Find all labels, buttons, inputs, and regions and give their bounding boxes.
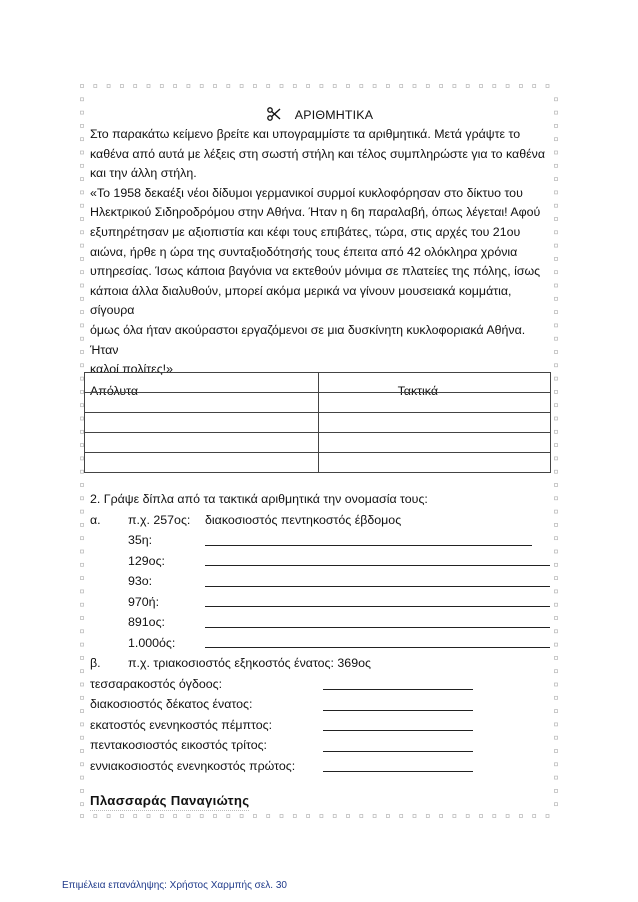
cell-absolute[interactable] xyxy=(85,393,319,413)
part-a-example xyxy=(90,510,550,531)
scissors-icon xyxy=(267,107,281,121)
quote-line: υπηρεσίας. Ίσως κάποια βαγόνια να εκτεθούν μόνιμα σε πλατείες της πόλης, ίσως xyxy=(90,264,541,279)
part-b-item-label: πεντακοσιοστός εικοστός τρίτος: xyxy=(90,738,268,752)
part-b-item xyxy=(90,756,550,777)
part-b-item-label: εκατοστός ενενηκοστός πέμπτος: xyxy=(90,717,273,732)
table-row xyxy=(85,413,551,433)
worksheet xyxy=(90,105,550,808)
answer-blank-line[interactable] xyxy=(205,586,550,587)
cell-ordinal[interactable] xyxy=(319,413,551,433)
part-a-item-label: 970ή: xyxy=(128,594,160,609)
part-b-item-label: εννιακοσιοστός ενενηκοστός πρώτος: xyxy=(90,758,296,773)
part-a-item xyxy=(90,612,550,633)
cell-absolute[interactable] xyxy=(85,413,319,433)
part-b-label: β. xyxy=(90,656,101,670)
quote-line: αιώνα, ήρθε η ώρα της συνταξιοδότησής τους έπειτα από 42 ολόκληρα χρόνια xyxy=(90,244,518,259)
intro-line: καθένα από αυτά με λέξεις στη σωστή στήλη και τέλος συμπληρώστε για το καθένα xyxy=(90,146,545,161)
cell-absolute[interactable] xyxy=(85,373,319,393)
part-b-example-text: π.χ. τριακοσιοστός εξηκοστός ένατος: 369ος xyxy=(128,656,371,670)
part-b-item-label: τεσσαρακοστός όγδοος: xyxy=(90,676,223,691)
part-b-item xyxy=(90,694,550,715)
table-row xyxy=(85,433,551,453)
exercise-2-heading xyxy=(90,489,550,510)
answer-blank-line[interactable] xyxy=(205,627,550,628)
page-title xyxy=(90,105,550,125)
part-a-item xyxy=(90,592,550,613)
answer-blank-line[interactable] xyxy=(205,565,550,566)
part-a-item-label: 129ος: xyxy=(128,553,165,568)
part-b-item xyxy=(90,715,550,736)
answer-blank-line[interactable] xyxy=(205,647,550,648)
part-a-label: α. xyxy=(90,512,101,527)
author-name: Πλασσαράς Παναγιώτης xyxy=(90,793,249,811)
exercise-2 xyxy=(90,489,550,776)
table-row xyxy=(85,453,551,473)
quote-line: εξυπηρέτησαν με αξιοπιστία και κέφι τους επιβάτες, τώρα, στις αρχές του 21ου xyxy=(90,224,521,239)
part-b-item xyxy=(90,674,550,695)
table-row xyxy=(85,373,551,393)
cell-absolute[interactable] xyxy=(85,453,319,473)
title-text: ΑΡΙΘΜΗΤΙΚΑ xyxy=(294,108,374,122)
quote-line: Ηλεκτρικού Σιδηροδρόμου στην Αθήνα. Ήταν η 6η παραλαβή, όπως λέγεται! Αφού xyxy=(90,205,541,220)
intro-line: και την άλλη στήλη. xyxy=(90,166,197,181)
quote-line: καλοί πολίτες!» xyxy=(90,362,174,377)
answer-table xyxy=(84,372,551,473)
cell-ordinal[interactable] xyxy=(319,373,551,393)
quote-line: όμως όλα ήταν ακούραστοι εργαζόμενοι σε μια δυσκίνητη κυκλοφοριακά Αθήνα. Ήταν xyxy=(90,322,526,357)
column-header-ordinal: Τακτικά xyxy=(397,383,438,398)
part-b-example xyxy=(90,653,550,674)
page-footer: Επιμέλεια επανάληψης: Χρήστος Χαρμπής σελ. 30 xyxy=(62,880,287,891)
quote-paragraph xyxy=(90,184,550,380)
table-row xyxy=(85,393,551,413)
intro-paragraph xyxy=(90,125,550,184)
part-a-example-prefix: π.χ. 257ος: xyxy=(128,512,191,527)
part-a-example-answer: διακοσιοστός πεντηκοστός έβδομος xyxy=(205,512,402,527)
column-header-absolute: Απόλυτα xyxy=(90,383,139,398)
cell-absolute[interactable] xyxy=(85,433,319,453)
quote-line: κάποια άλλα διαλυθούν, μπορεί ακόμα μερικά να γίνουν μουσειακά κομμάτια, σίγουρα xyxy=(90,283,512,318)
answer-blank-line[interactable] xyxy=(323,730,473,731)
intro-line: Στο παρακάτω κείμενο βρείτε και υπογραμμίστε τα αριθμητικά. Μετά γράψτε το xyxy=(90,127,521,141)
cell-ordinal[interactable] xyxy=(319,393,551,413)
part-a-items xyxy=(90,530,550,653)
cell-ordinal[interactable] xyxy=(319,453,551,473)
answer-blank-line[interactable] xyxy=(323,771,473,772)
cell-ordinal[interactable] xyxy=(319,433,551,453)
answer-blank-line[interactable] xyxy=(323,710,473,711)
part-a-item xyxy=(90,571,550,592)
exercise-2-heading-text: 2. Γράψε δίπλα από τα τακτικά αριθμητικά την ονομασία τους: xyxy=(90,492,428,506)
answer-blank-line[interactable] xyxy=(323,751,473,752)
part-a-item-label: 1.000ός: xyxy=(128,635,176,650)
part-a-item-label: 35η: xyxy=(128,533,153,547)
answer-blank-line[interactable] xyxy=(205,545,532,546)
answer-blank-line[interactable] xyxy=(323,689,473,690)
quote-line: «Το 1958 δεκαέξι νέοι δίδυμοι γερμανικοί συρμοί κυκλοφόρησαν στο δίκτυο του xyxy=(90,185,523,200)
part-a-item-label: 891ος: xyxy=(128,615,165,629)
part-b-items xyxy=(90,674,550,777)
part-a-item-label: 93ο: xyxy=(128,574,153,588)
answer-blank-line[interactable] xyxy=(205,606,550,607)
part-a-item xyxy=(90,530,550,551)
part-a-item xyxy=(90,633,550,654)
part-b-item xyxy=(90,735,550,756)
part-a-item xyxy=(90,551,550,572)
part-b-item-label: διακοσιοστός δέκατος ένατος: xyxy=(90,697,253,711)
